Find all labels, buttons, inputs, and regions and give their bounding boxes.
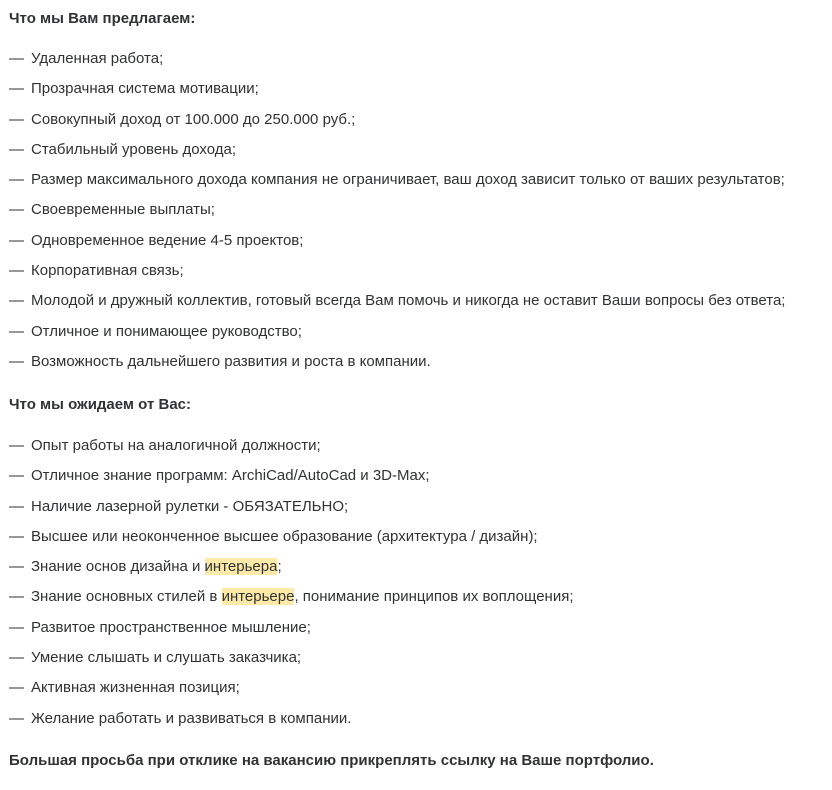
dash-bullet: — [9,201,24,219]
list-item-text: Активная жизненная позиция; [31,679,240,697]
list-item-text: Стабильный уровень дохода; [31,140,236,158]
list-item-text: Опыт работы на аналогичной должности; [31,437,321,454]
list-item [9,170,785,200]
list-item-text [31,587,573,607]
list-item [9,140,785,170]
list-item-text: Размер максимального дохода компания не ограничивает, ваш доход зависит только от ваших результатов; [31,171,785,189]
list-item-text: Совокупный доход от 100.000 до 250.000 руб.; [31,110,356,128]
dash-bullet: — [9,140,24,158]
list-item [9,587,573,617]
list-item-text [31,557,282,577]
list-item [9,618,573,648]
dash-bullet: — [9,352,24,370]
list-item-text: Отличное знание программ: ArchiCad/AutoCad и 3D-Max; [31,467,430,485]
list-item [9,352,785,382]
dash-bullet: — [9,110,24,128]
dash-bullet: — [9,292,24,310]
list-item [9,527,573,557]
offer-heading: Что мы Вам предлагаем: [9,10,196,27]
list-item-text: Наличие лазерной рулетки - ОБЯЗАТЕЛЬНО; [31,497,349,515]
list-item-text: Своевременные выплаты; [31,201,215,219]
dash-bullet: — [9,527,24,545]
list-item [9,709,573,739]
list-item-text: Возможность дальнейшего развития и роста в компании. [31,352,431,370]
dash-bullet: — [9,558,24,576]
dash-bullet: — [9,171,24,189]
list-item [9,231,785,261]
dash-bullet: — [9,467,24,485]
list-item-text: Отличное и понимающее руководство; [31,322,302,340]
list-item [9,110,785,140]
list-item [9,322,785,352]
search-highlight: интерьере [221,588,295,606]
list-item-text: Высшее или неоконченное высшее образование (архитектура / дизайн); [31,527,538,545]
list-item-text: Молодой и дружный коллектив, готовый всегда Вам помочь и никогда не оставит Ваши вопросы без ответа; [31,292,786,310]
dash-bullet: — [9,80,24,98]
text-segment: , понимание принципов их воплощения; [294,588,574,606]
list-item-text: Корпоративная связь; [31,262,184,280]
dash-bullet: — [9,437,24,454]
dash-bullet: — [9,497,24,515]
dash-bullet: — [9,588,24,606]
list-item-text: Развитое пространственное мышление; [31,618,311,636]
text-segment: Знание основ дизайна и [31,558,205,576]
list-item [9,261,785,291]
list-item [9,497,573,527]
portfolio-request-note: Большая просьба при отклике на вакансию прикреплять ссылку на Ваше портфолио. [9,752,654,769]
dash-bullet: — [9,262,24,280]
list-item [9,49,785,79]
dash-bullet: — [9,322,24,340]
offer-list [9,49,785,382]
list-item-text: Прозрачная система мотивации; [31,80,259,98]
expect-heading: Что мы ожидаем от Вас: [9,396,191,413]
list-item [9,200,785,230]
list-item [9,436,573,466]
list-item [9,466,573,496]
list-item [9,291,785,321]
text-segment: Знание основных стилей в [31,588,222,606]
expect-list [9,436,573,739]
list-item [9,79,785,109]
list-item [9,678,573,708]
list-item-text: Одновременное ведение 4-5 проектов; [31,231,304,249]
dash-bullet: — [9,709,24,727]
dash-bullet: — [9,649,24,667]
list-item-text: Удаленная работа; [31,50,164,67]
text-segment: ; [277,558,282,576]
dash-bullet: — [9,50,24,67]
dash-bullet: — [9,679,24,697]
list-item-text: Умение слышать и слушать заказчика; [31,649,302,667]
list-item [9,557,573,587]
list-item-text: Желание работать и развиваться в компании. [31,709,352,727]
dash-bullet: — [9,618,24,636]
search-highlight: интерьера [204,558,278,576]
dash-bullet: — [9,231,24,249]
list-item [9,648,573,678]
